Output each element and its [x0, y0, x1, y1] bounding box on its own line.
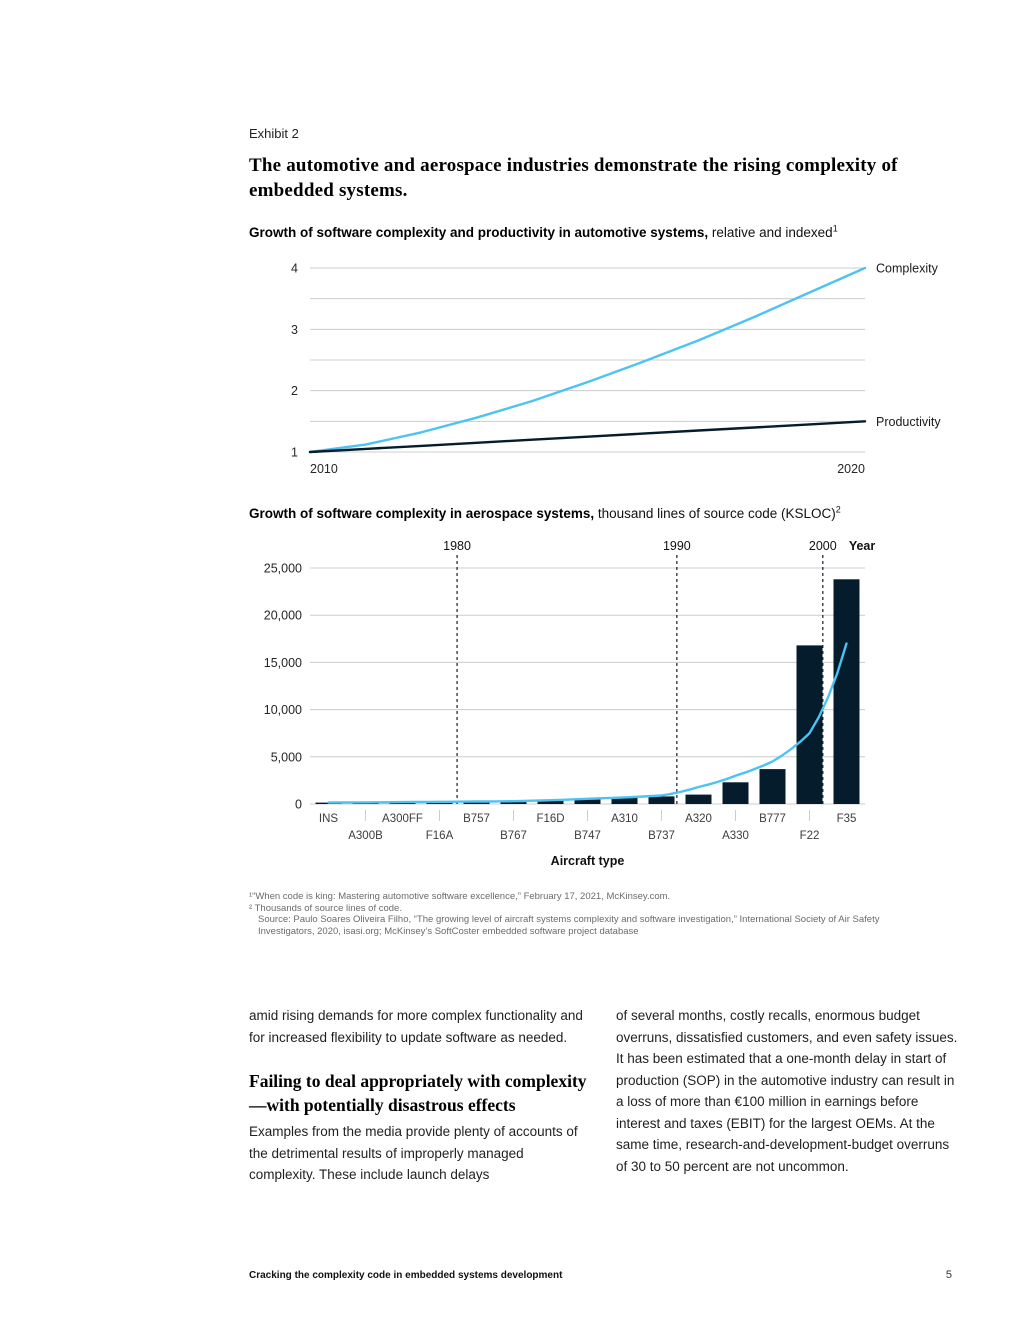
svg-text:B737: B737 [648, 830, 675, 842]
svg-text:1: 1 [291, 445, 298, 460]
svg-text:A320: A320 [685, 813, 712, 825]
svg-text:A330: A330 [722, 830, 749, 842]
svg-text:F22: F22 [799, 830, 820, 842]
bar-F35 [834, 579, 860, 804]
svg-text:B767: B767 [500, 830, 527, 842]
chart2-heading-bold: Growth of software complexity in aerospace systems, [249, 506, 595, 521]
footnote-source-line-2: Investigators, 2020, isasi.org; McKinsey’s SoftCoster embedded software project database [258, 925, 639, 937]
svg-text:A300B: A300B [348, 830, 383, 842]
svg-text:B747: B747 [574, 830, 601, 842]
svg-text:B757: B757 [463, 813, 490, 825]
svg-text:B777: B777 [759, 813, 786, 825]
bar-A320 [686, 795, 712, 804]
chart1-footnote-ref: 1 [832, 223, 838, 234]
exhibit-title: The automotive and aerospace industries demonstrate the rising complexity of embedded systems. [249, 155, 898, 201]
svg-text:A300FF: A300FF [382, 813, 423, 825]
exhibit-label: Exhibit 2 [249, 126, 299, 141]
body-paragraph: amid rising demands for more complex functionality and for increased flexibility to update software as needed. [249, 1008, 583, 1045]
svg-text:3: 3 [291, 322, 298, 337]
svg-text:Complexity: Complexity [876, 261, 938, 276]
footnote-2: ² Thousands of source lines of code. [249, 902, 402, 914]
footer-title: Cracking the complexity code in embedded systems development [249, 1270, 563, 1281]
svg-text:5,000: 5,000 [270, 750, 302, 765]
svg-text:10,000: 10,000 [263, 703, 302, 718]
chart1-heading [249, 225, 961, 240]
svg-text:2000: 2000 [808, 539, 837, 553]
svg-text:2010: 2010 [310, 462, 338, 476]
body-text [249, 1005, 959, 1186]
svg-text:25,000: 25,000 [263, 561, 302, 576]
bar-B777 [760, 769, 786, 804]
aerospace-complexity-bar-chart [240, 528, 980, 878]
svg-text:4: 4 [291, 261, 298, 276]
svg-text:1990: 1990 [662, 539, 691, 553]
body-paragraph: Examples from the media provide plenty of accounts of the detrimental results of improperly managed complexity. These include launch delays [249, 1124, 578, 1182]
svg-text:0: 0 [295, 797, 302, 812]
automotive-complexity-line-chart [240, 252, 980, 484]
svg-text:INS: INS [318, 813, 339, 825]
svg-text:2020: 2020 [837, 462, 865, 476]
body-column-left [249, 1005, 592, 1186]
bar-B737 [649, 796, 675, 804]
svg-text:Productivity: Productivity [876, 414, 941, 429]
section-heading: Failing to deal appropriately with complexity—with potentially disastrous effects [249, 1071, 587, 1115]
body-column-right [616, 1005, 959, 1186]
svg-text:A310: A310 [611, 813, 638, 825]
chart1-heading-rest: relative and indexed [708, 225, 833, 240]
chart2-heading [249, 506, 961, 521]
chart1-heading-bold: Growth of software complexity and productivity in automotive systems, [249, 225, 709, 240]
footnote-source-line-1: Source: Paulo Soares Oliveira Filho, “The growing level of aircraft systems complexity and software investigation,” International Society of Air Safety [258, 914, 880, 925]
page-footer [249, 1269, 952, 1281]
svg-text:1980: 1980 [443, 539, 471, 553]
footnotes [249, 891, 919, 937]
series-line-productivity [310, 421, 865, 452]
svg-text:F16D: F16D [536, 813, 565, 825]
svg-text:20,000: 20,000 [263, 608, 302, 623]
svg-text:F35: F35 [836, 813, 857, 825]
svg-text:F16A: F16A [425, 830, 454, 842]
body-paragraph: of several months, costly recalls, enormous budget overruns, dissatisfied customers, and even safety issues. It has been estimated that a one-month delay in start of production (SOP) in the automotive industry can result in a loss of more than €100 million in earnings before interest and taxes (EBIT) for the largest OEMs. At the same time, research-and-development-budget overruns of 30 to 50 percent are not uncommon. [616, 1008, 958, 1174]
bar-A330 [723, 782, 749, 804]
footnote-1: ¹“When code is king: Mastering automotive software excellence,” February 17, 2021, McKinsey.com. [249, 891, 671, 902]
svg-text:2: 2 [291, 384, 298, 399]
svg-text:Year: Year [848, 539, 876, 553]
chart2-footnote-ref: 2 [835, 504, 841, 515]
svg-text:15,000: 15,000 [263, 655, 302, 670]
bar-F22 [797, 645, 823, 804]
svg-text:Aircraft type: Aircraft type [550, 854, 625, 868]
page-number: 5 [945, 1269, 952, 1281]
chart2-heading-rest: thousand lines of source code (KSLOC) [594, 506, 836, 521]
